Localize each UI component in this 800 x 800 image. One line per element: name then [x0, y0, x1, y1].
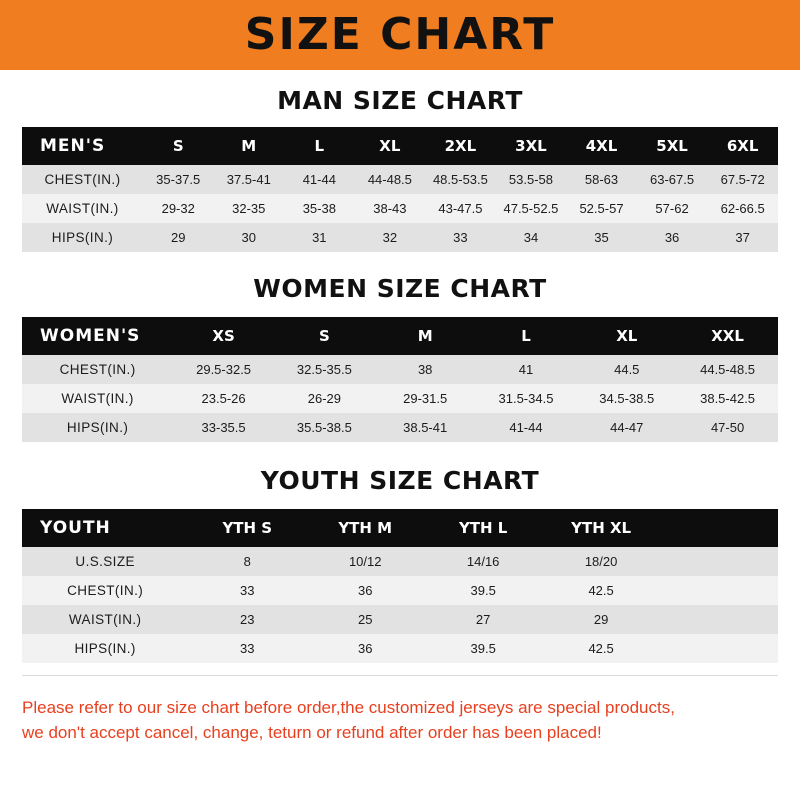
youth-col-0: YTH S [188, 509, 306, 547]
men-r1-c6: 52.5-57 [566, 194, 637, 223]
youth-row-3-label: HIPS(IN.) [22, 634, 188, 663]
men-r2-c1: 30 [214, 223, 285, 252]
women-r2-c1: 35.5-38.5 [274, 413, 375, 442]
youth-col-spacer [660, 509, 778, 547]
youth-col-3: YTH XL [542, 509, 660, 547]
women-r0-c0: 29.5-32.5 [173, 355, 274, 384]
men-col-8: 6XL [707, 127, 778, 165]
women-section-title: WOMEN SIZE CHART [253, 274, 547, 303]
men-r1-c7: 57-62 [637, 194, 708, 223]
women-r0-c4: 44.5 [576, 355, 677, 384]
table-row [22, 194, 778, 223]
youth-r1-spacer [660, 576, 778, 605]
youth-col-1: YTH M [306, 509, 424, 547]
footer-note-line-1: Please refer to our size chart before order,the customized jerseys are special products, [22, 698, 675, 717]
men-r1-c2: 35-38 [284, 194, 355, 223]
banner-left-block [0, 0, 200, 70]
men-r0-c0: 35-37.5 [143, 165, 214, 194]
men-r0-c8: 67.5-72 [707, 165, 778, 194]
table-header-row [22, 317, 778, 355]
men-col-1: M [214, 127, 285, 165]
youth-r2-c1: 25 [306, 605, 424, 634]
women-r2-c3: 41-44 [476, 413, 577, 442]
women-r0-c2: 38 [375, 355, 476, 384]
men-r0-c1: 37.5-41 [214, 165, 285, 194]
footer-note-line-2: we don't accept cancel, change, teturn or refund after order has been placed! [22, 722, 602, 742]
women-r2-c0: 33-35.5 [173, 413, 274, 442]
men-row-header: MEN'S [22, 127, 143, 165]
men-r2-c0: 29 [143, 223, 214, 252]
men-r1-c1: 32-35 [214, 194, 285, 223]
youth-r3-c2: 39.5 [424, 634, 542, 663]
men-col-7: 5XL [637, 127, 708, 165]
men-col-4: 2XL [425, 127, 496, 165]
women-r1-c5: 38.5-42.5 [677, 384, 778, 413]
women-col-1: S [274, 317, 375, 355]
footer-note [0, 696, 800, 745]
men-col-6: 4XL [566, 127, 637, 165]
men-r2-c7: 36 [637, 223, 708, 252]
youth-row-2-label: WAIST(IN.) [22, 605, 188, 634]
youth-r2-spacer [660, 605, 778, 634]
table-header-row [22, 127, 778, 165]
youth-r0-spacer [660, 547, 778, 576]
table-row [22, 355, 778, 384]
youth-section-title: YOUTH SIZE CHART [260, 466, 540, 495]
table-header-row [22, 509, 778, 547]
youth-r3-c3: 42.5 [542, 634, 660, 663]
men-r1-c8: 62-66.5 [707, 194, 778, 223]
women-r2-c4: 44-47 [576, 413, 677, 442]
table-row [22, 605, 778, 634]
men-r0-c6: 58-63 [566, 165, 637, 194]
youth-r3-spacer [660, 634, 778, 663]
table-row [22, 576, 778, 605]
youth-r3-c0: 33 [188, 634, 306, 663]
youth-r1-c0: 33 [188, 576, 306, 605]
youth-row-0-label: U.S.SIZE [22, 547, 188, 576]
women-r1-c2: 29-31.5 [375, 384, 476, 413]
men-r1-c4: 43-47.5 [425, 194, 496, 223]
women-col-4: XL [576, 317, 677, 355]
men-col-2: L [284, 127, 355, 165]
men-r2-c5: 34 [496, 223, 567, 252]
women-size-table [22, 317, 778, 442]
page-title: SIZE CHART [244, 9, 556, 60]
women-r0-c5: 44.5-48.5 [677, 355, 778, 384]
youth-r2-c3: 29 [542, 605, 660, 634]
men-size-table [22, 127, 778, 252]
youth-r1-c1: 36 [306, 576, 424, 605]
table-row [22, 547, 778, 576]
women-r1-c1: 26-29 [274, 384, 375, 413]
banner-right-block [600, 0, 800, 70]
header-banner [0, 0, 800, 70]
youth-r0-c0: 8 [188, 547, 306, 576]
men-r2-c4: 33 [425, 223, 496, 252]
table-row [22, 165, 778, 194]
youth-row-header: YOUTH [22, 509, 188, 547]
table-row [22, 384, 778, 413]
women-r2-c2: 38.5-41 [375, 413, 476, 442]
chart-content [0, 86, 800, 663]
women-col-0: XS [173, 317, 274, 355]
table-row [22, 223, 778, 252]
youth-r2-c2: 27 [424, 605, 542, 634]
men-r2-c3: 32 [355, 223, 426, 252]
women-row-0-label: CHEST(IN.) [22, 355, 173, 384]
youth-r0-c1: 10/12 [306, 547, 424, 576]
men-r2-c2: 31 [284, 223, 355, 252]
women-row-1-label: WAIST(IN.) [22, 384, 173, 413]
men-row-0-label: CHEST(IN.) [22, 165, 143, 194]
men-r0-c5: 53.5-58 [496, 165, 567, 194]
women-r1-c0: 23.5-26 [173, 384, 274, 413]
youth-r2-c0: 23 [188, 605, 306, 634]
men-r0-c2: 41-44 [284, 165, 355, 194]
men-row-2-label: HIPS(IN.) [22, 223, 143, 252]
men-r1-c0: 29-32 [143, 194, 214, 223]
men-r1-c3: 38-43 [355, 194, 426, 223]
table-row [22, 634, 778, 663]
women-col-3: L [476, 317, 577, 355]
men-col-0: S [143, 127, 214, 165]
women-row-2-label: HIPS(IN.) [22, 413, 173, 442]
women-r1-c3: 31.5-34.5 [476, 384, 577, 413]
youth-r3-c1: 36 [306, 634, 424, 663]
men-col-5: 3XL [496, 127, 567, 165]
women-col-5: XXL [677, 317, 778, 355]
women-col-2: M [375, 317, 476, 355]
men-r0-c4: 48.5-53.5 [425, 165, 496, 194]
men-col-3: XL [355, 127, 426, 165]
women-r2-c5: 47-50 [677, 413, 778, 442]
youth-r0-c2: 14/16 [424, 547, 542, 576]
men-r1-c5: 47.5-52.5 [496, 194, 567, 223]
men-r2-c6: 35 [566, 223, 637, 252]
women-r0-c1: 32.5-35.5 [274, 355, 375, 384]
men-section-title: MAN SIZE CHART [277, 86, 523, 115]
youth-col-2: YTH L [424, 509, 542, 547]
women-r0-c3: 41 [476, 355, 577, 384]
men-r0-c7: 63-67.5 [637, 165, 708, 194]
men-r2-c8: 37 [707, 223, 778, 252]
youth-r1-c3: 42.5 [542, 576, 660, 605]
men-r0-c3: 44-48.5 [355, 165, 426, 194]
youth-r1-c2: 39.5 [424, 576, 542, 605]
youth-row-1-label: CHEST(IN.) [22, 576, 188, 605]
women-row-header: WOMEN'S [22, 317, 173, 355]
men-row-1-label: WAIST(IN.) [22, 194, 143, 223]
table-row [22, 413, 778, 442]
footer-divider [22, 675, 778, 676]
women-r1-c4: 34.5-38.5 [576, 384, 677, 413]
youth-r0-c3: 18/20 [542, 547, 660, 576]
youth-size-table [22, 509, 778, 663]
